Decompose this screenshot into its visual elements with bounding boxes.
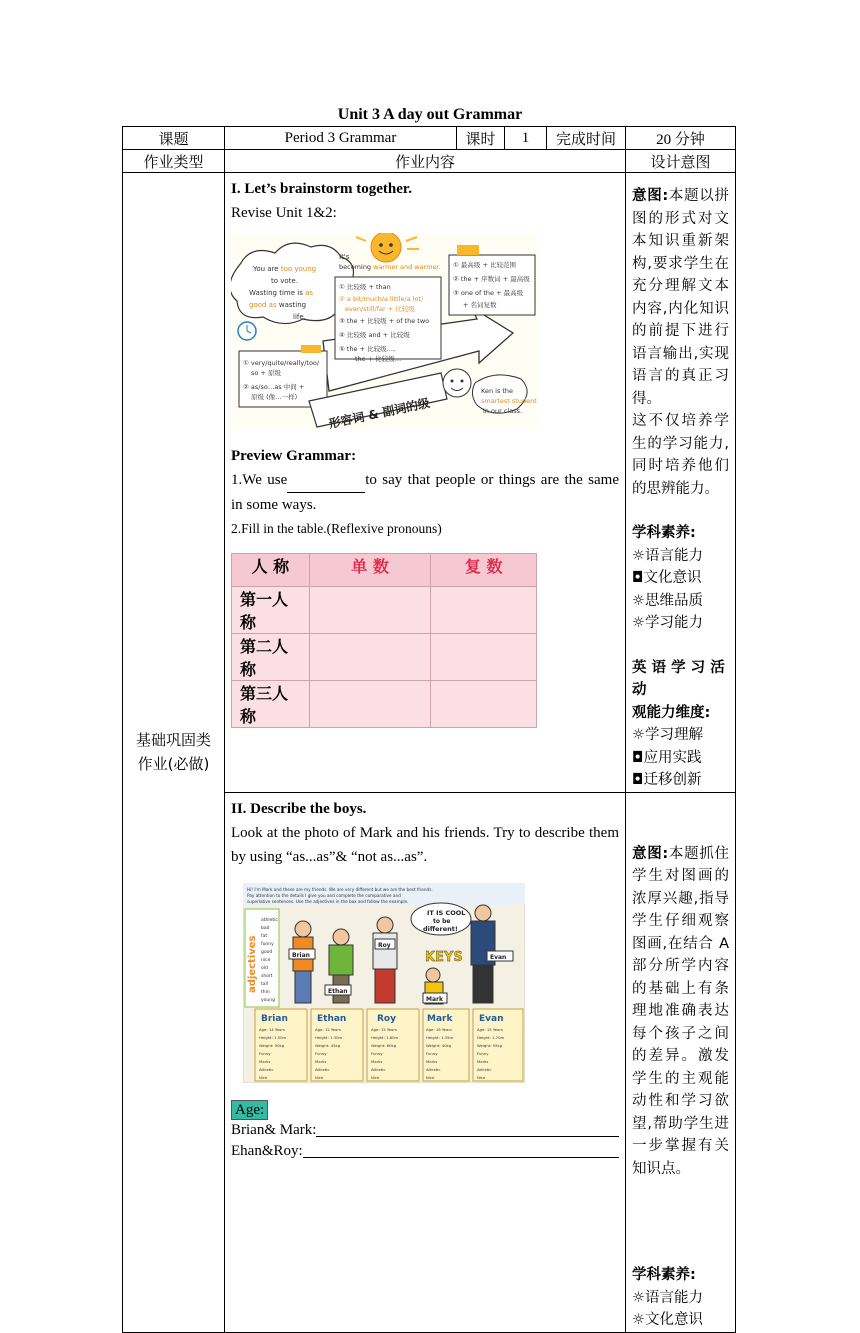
- svg-text:Roy: Roy: [377, 1013, 396, 1024]
- activity-item: ◘迁移创新: [632, 772, 702, 788]
- activity-label: 英 语 学 习 活 动: [632, 659, 725, 698]
- svg-text:Brian: Brian: [261, 1013, 288, 1024]
- svg-text:good: good: [261, 949, 273, 955]
- svg-text:Age: 16 Years: Age: 16 Years: [426, 1026, 452, 1032]
- pron-row-label: 第三人称: [232, 681, 310, 728]
- mindmap-cloud-text: You are too young: [253, 265, 317, 273]
- boys-photo-image: [243, 883, 525, 1083]
- svg-text:Athletic: Athletic: [371, 1066, 386, 1072]
- svg-text:Height: 1.30m: Height: 1.30m: [315, 1034, 343, 1040]
- fill-line-1: Brian& Mark:: [231, 1120, 619, 1141]
- svg-text:Age: 12 Years: Age: 12 Years: [315, 1026, 341, 1032]
- svg-text:life.: life.: [293, 313, 306, 321]
- pron-header-person: 人 称: [232, 554, 310, 587]
- svg-text:nice: nice: [261, 957, 271, 963]
- section1-row: [123, 173, 736, 793]
- svg-text:Athletic: Athletic: [315, 1066, 330, 1072]
- svg-text:Evan: Evan: [479, 1013, 504, 1024]
- photo-keys: KEYS: [425, 949, 463, 965]
- pron-row-third: [232, 681, 537, 728]
- pron-row-label: 第一人称: [232, 587, 310, 634]
- pron-header-plural: 复 数: [431, 554, 537, 587]
- svg-text:② the + 序数词 + 最高级: ② the + 序数词 + 最高级: [453, 275, 530, 283]
- svg-text:Marks: Marks: [315, 1058, 327, 1064]
- svg-text:Weight: 50kg: Weight: 50kg: [259, 1042, 285, 1048]
- svg-text:Mark: Mark: [426, 995, 443, 1003]
- svg-text:fat: fat: [261, 933, 268, 939]
- svg-text:It's: It's: [339, 253, 350, 261]
- svg-text:Height: 1.60m: Height: 1.60m: [371, 1034, 399, 1040]
- svg-text:to be: to be: [433, 917, 451, 925]
- pron-cell-input[interactable]: [431, 587, 537, 634]
- svg-text:so + 原级: so + 原级: [251, 369, 281, 377]
- svg-text:Nice: Nice: [477, 1074, 486, 1080]
- intent1-cell: [626, 173, 736, 793]
- svg-text:Marks: Marks: [371, 1058, 383, 1064]
- section2-text: Look at the photo of Mark and his friends. Try to describe them by using “as...as”& “not as...as”.: [231, 824, 619, 865]
- intent2-text: 意图:本题抓住学生对图画的浓厚兴趣,指导学生仔细观察图画,在结合 A 部分所学内容的基础上有条理地准确表达每个孩子之间的差异。激发学生的主观能动性和学习欲望,帮助学生进一步掌握有关知识点。: [632, 845, 729, 1177]
- svg-text:short: short: [261, 973, 273, 979]
- svg-text:Height: 1.35m: Height: 1.35m: [426, 1034, 454, 1040]
- svg-text:+ 名词复数: + 名词复数: [463, 301, 497, 309]
- pron-cell-input[interactable]: [431, 634, 537, 681]
- intent2-cell: [626, 792, 736, 1332]
- pron-row-second: [232, 634, 537, 681]
- fill-blank-2[interactable]: [303, 1141, 619, 1158]
- preview-q2: 2.Fill in the table.(Reflexive pronouns): [231, 521, 442, 536]
- svg-text:Weight: 60kg: Weight: 60kg: [371, 1042, 397, 1048]
- topic-value: Period 3 Grammar: [225, 127, 457, 150]
- period-label: 课时: [457, 127, 505, 150]
- svg-text:Nice: Nice: [371, 1074, 380, 1080]
- svg-text:Funny: Funny: [315, 1050, 327, 1056]
- category-cell: [123, 173, 225, 1333]
- section2-title: II. Describe the boys.: [231, 800, 367, 817]
- svg-text:becoming warmer and warmer.: becoming warmer and warmer.: [339, 263, 441, 271]
- pron-row-first: [232, 587, 537, 634]
- activity-item: ☼学习理解: [632, 727, 703, 743]
- age-tag: Age:: [231, 1100, 268, 1120]
- q1-blank[interactable]: [287, 468, 365, 493]
- period-value: 1: [505, 127, 547, 150]
- intent2-literacy-label: 学科素养:: [632, 1267, 696, 1283]
- pron-cell-input[interactable]: [431, 681, 537, 728]
- svg-text:④ 比较级 and + 比较级: ④ 比较级 and + 比较级: [339, 331, 410, 339]
- svg-text:Weight: 45kg: Weight: 45kg: [315, 1042, 341, 1048]
- svg-text:IT IS COOL: IT IS COOL: [427, 908, 466, 917]
- column-header-row: [123, 150, 736, 173]
- svg-text:Height: 1.70m: Height: 1.70m: [477, 1034, 505, 1040]
- svg-text:⑤ the + 比较级…,: ⑤ the + 比较级…,: [339, 345, 396, 353]
- pron-header-row: [232, 554, 537, 587]
- intent1-text: 意图:本题以拼图的形式对文本知识重新架构,要求学生在充分理解文本内容,内化知识的前提下进行语言输出,实现语言的真正习得。: [632, 188, 729, 407]
- time-label: 完成时间: [547, 127, 626, 150]
- svg-text:in our class.: in our class.: [483, 407, 523, 415]
- svg-text:Evan: Evan: [490, 953, 507, 961]
- svg-text:Ethan: Ethan: [317, 1013, 347, 1024]
- activity-item: ◘应用实践: [632, 749, 702, 766]
- svg-text:Roy: Roy: [378, 941, 391, 949]
- pron-cell-input[interactable]: [309, 681, 431, 728]
- col-content: 作业内容: [225, 150, 626, 173]
- age-tag-line: [231, 1100, 619, 1120]
- svg-text:Age: 14 Years: Age: 14 Years: [259, 1026, 285, 1032]
- svg-text:② as/so…as 中间 +: ② as/so…as 中间 +: [243, 383, 305, 391]
- col-type: 作业类型: [123, 150, 225, 173]
- svg-text:Ken is the: Ken is the: [481, 387, 514, 395]
- pron-row-label: 第二人称: [232, 634, 310, 681]
- svg-text:Wasting time is as: Wasting time is as: [249, 289, 313, 297]
- svg-text:Marks: Marks: [426, 1058, 438, 1064]
- svg-text:③ one of the + 最高级: ③ one of the + 最高级: [453, 289, 524, 297]
- svg-text:Pay attention to the details I: Pay attention to the details I give you and complete the comparative and: [247, 892, 401, 898]
- pron-cell-input[interactable]: [309, 587, 431, 634]
- svg-text:athletic: athletic: [261, 917, 278, 923]
- literacy-item: ☼思维品质: [632, 592, 703, 609]
- svg-text:Height: 1.50m: Height: 1.50m: [259, 1034, 287, 1040]
- photo-adjectives-label: adjectives: [247, 934, 258, 993]
- section1-subtitle: Revise Unit 1&2:: [231, 205, 337, 221]
- svg-text:old: old: [261, 965, 268, 971]
- svg-text:Funny: Funny: [371, 1050, 383, 1056]
- svg-text:Age: 15 Years: Age: 15 Years: [371, 1026, 397, 1032]
- document-title: Unit 3 A day out Grammar: [337, 106, 523, 123]
- svg-text:Weight: 55kg: Weight: 55kg: [477, 1042, 503, 1048]
- intent1-text2: 这不仅培养学生的学习能力,同时培养他们的思辨能力。: [632, 413, 729, 497]
- svg-text:good as wasting: good as wasting: [249, 301, 307, 309]
- activity-label2: 观能力维度:: [632, 704, 711, 721]
- time-value: 20 分钟: [626, 127, 736, 150]
- svg-text:Ethan: Ethan: [328, 987, 348, 995]
- svg-text:smartest student: smartest student: [481, 397, 537, 405]
- svg-text:Funny: Funny: [477, 1050, 489, 1056]
- literacy-item: ◘文化意识: [632, 570, 702, 586]
- svg-text:Nice: Nice: [315, 1074, 324, 1080]
- svg-text:Funny: Funny: [259, 1050, 271, 1056]
- literacy-item: ☼语言能力: [632, 1289, 703, 1306]
- category-label: 基础巩固类作业(必做): [135, 731, 211, 774]
- preview-title: Preview Grammar:: [231, 448, 357, 464]
- svg-text:thin: thin: [261, 989, 270, 995]
- homework-table: [122, 126, 736, 1333]
- pron-header-singular: 单 数: [309, 554, 431, 587]
- reflexive-pronoun-table: [231, 553, 537, 728]
- svg-text:原级 (像…一样): 原级 (像…一样): [251, 393, 298, 401]
- svg-text:① 最高级 + 比较范围: ① 最高级 + 比较范围: [453, 261, 516, 269]
- literacy-item: ☼学习能力: [632, 615, 703, 631]
- preview-q1: 1.We use to say that people or things are the same in some ways.: [231, 468, 619, 517]
- svg-text:Marks: Marks: [259, 1058, 271, 1064]
- grammar-mindmap-image: [231, 233, 537, 429]
- svg-text:Athletic: Athletic: [426, 1066, 441, 1072]
- svg-text:① very/quite/really/too/: ① very/quite/really/too/: [243, 359, 320, 367]
- section2-content: [225, 792, 626, 1332]
- section1-content: [225, 173, 626, 793]
- svg-text:tall: tall: [261, 981, 269, 987]
- svg-text:Nice: Nice: [426, 1074, 435, 1080]
- literacy-item: ☼文化意识: [632, 1312, 703, 1328]
- svg-text:Age: 15 Years: Age: 15 Years: [477, 1026, 503, 1032]
- svg-text:to vote.: to vote.: [271, 277, 298, 285]
- svg-text:Weight: 40kg: Weight: 40kg: [426, 1042, 452, 1048]
- svg-text:bad: bad: [261, 925, 270, 931]
- section1-title: I. Let’s brainstorm together.: [231, 181, 412, 197]
- svg-text:Marks: Marks: [477, 1058, 489, 1064]
- mindmap-banner: 形容词 & 副词的级: [327, 395, 432, 429]
- svg-text:even/still/far + 比较级: even/still/far + 比较级: [345, 305, 415, 313]
- literacy-item: ☼语言能力: [632, 547, 703, 564]
- svg-text:Mark: Mark: [427, 1013, 453, 1024]
- svg-text:③ the + 比较级 + of the two: ③ the + 比较级 + of the two: [339, 317, 430, 325]
- svg-text:superlative sentences. Use the: superlative sentences. Use the adjectives in the box and follow the example.: [247, 898, 409, 904]
- topic-label: 课题: [123, 127, 225, 150]
- intent1-literacy-label: 学科素养:: [632, 525, 696, 541]
- svg-text:① 比较级 + than: ① 比较级 + than: [339, 283, 391, 291]
- col-intent: 设计意图: [626, 150, 736, 173]
- svg-text:Funny: Funny: [426, 1050, 438, 1056]
- svg-text:Athletic: Athletic: [259, 1066, 274, 1072]
- svg-text:different!: different!: [423, 924, 458, 933]
- svg-text:the + 比较级…: the + 比较级…: [355, 355, 402, 363]
- svg-text:funny: funny: [261, 941, 274, 947]
- fill-blank-1[interactable]: [316, 1120, 619, 1137]
- fill-line-2: Ehan&Roy:: [231, 1141, 619, 1162]
- svg-text:Athletic: Athletic: [477, 1066, 492, 1072]
- svg-text:Nice: Nice: [259, 1074, 268, 1080]
- svg-text:Brian: Brian: [292, 951, 310, 959]
- svg-text:② a bit/much/a little/a lot/: ② a bit/much/a little/a lot/: [339, 295, 424, 303]
- photo-intro-line: Hi! I'm Mark and these are my friends. We are very different but we are the best friends.: [247, 886, 433, 892]
- pron-cell-input[interactable]: [309, 634, 431, 681]
- svg-text:young: young: [261, 997, 275, 1003]
- header-row: [123, 127, 736, 150]
